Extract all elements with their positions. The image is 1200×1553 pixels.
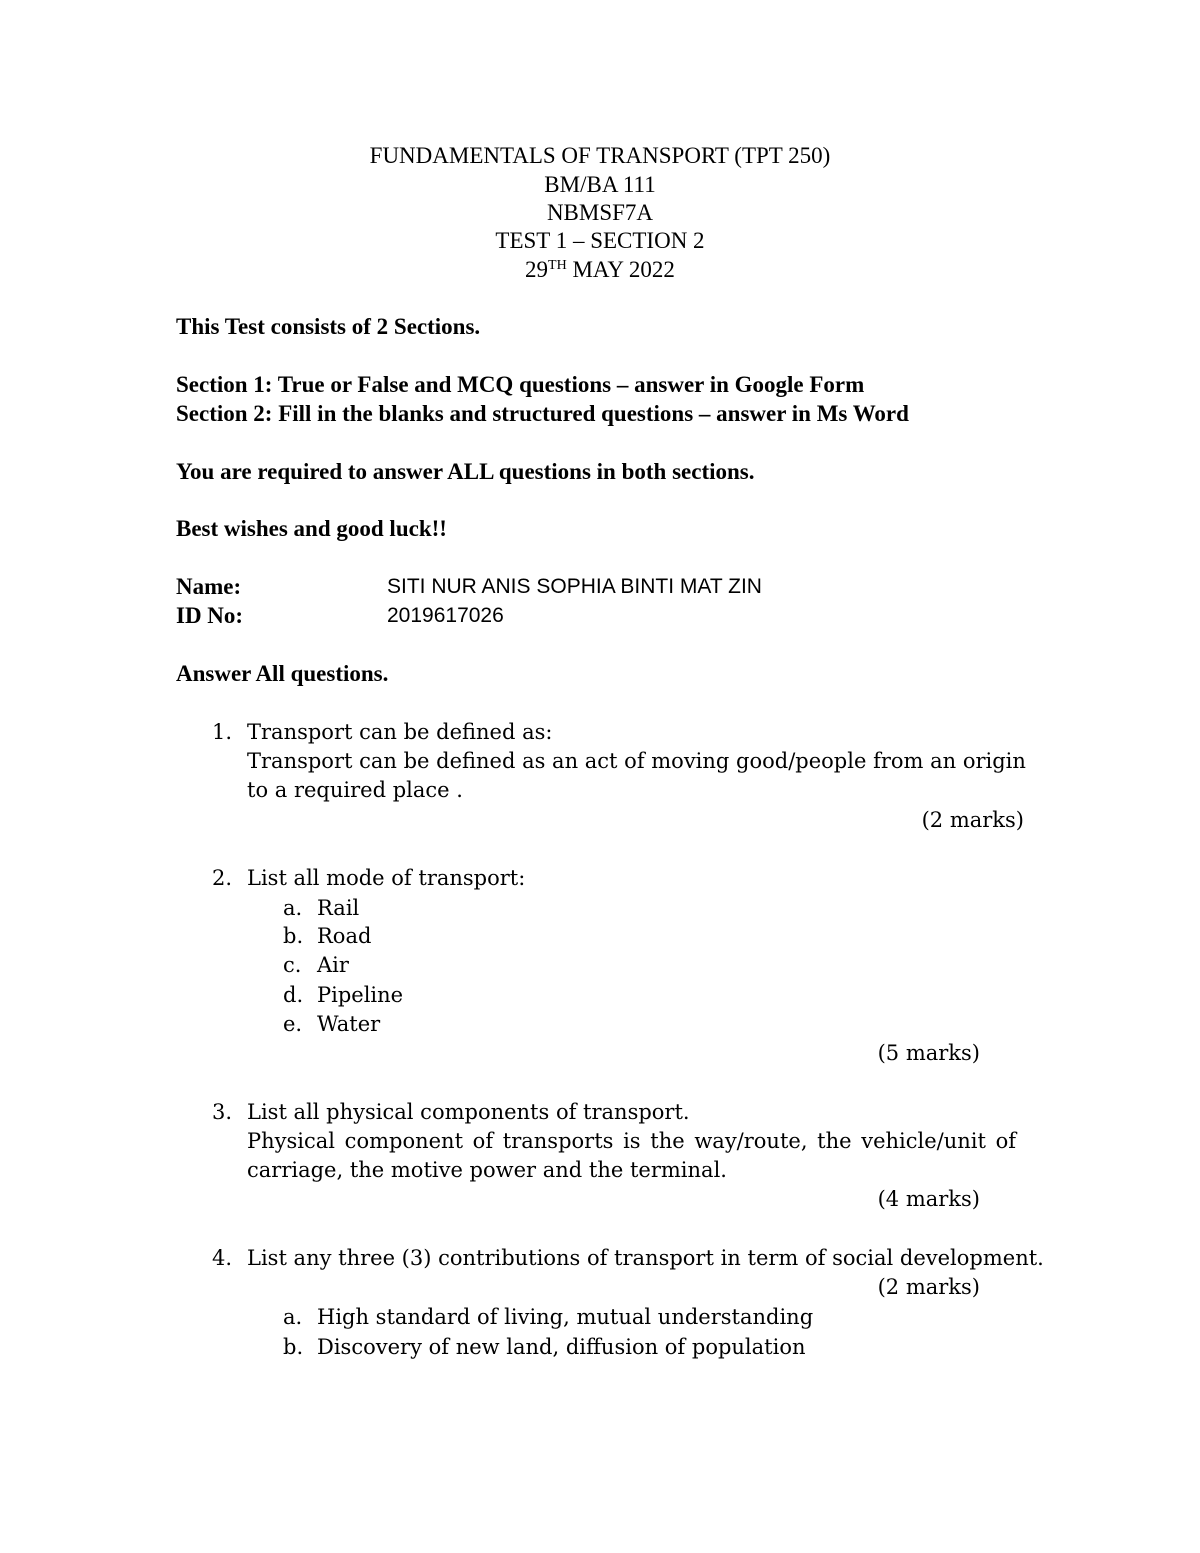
date-suffix: TH <box>548 258 567 273</box>
question-2-item-e-letter: e. <box>283 1012 303 1036</box>
question-3-text: List all physical components of transport. <box>247 1100 690 1124</box>
question-2-item-b: Road <box>317 924 372 948</box>
question-3-answer-line-1: Physical component of transports is the way/route, the vehicle/unit of <box>247 1129 1017 1153</box>
question-4-item-a-letter: a. <box>283 1305 303 1329</box>
question-4-marks: (2 marks) <box>877 1275 980 1299</box>
question-4-item-a: High standard of living, mutual understanding <box>317 1305 814 1329</box>
question-4-item-b: Discovery of new land, diffusion of population <box>317 1335 806 1359</box>
question-2-item-e: Water <box>317 1012 381 1036</box>
question-2-number: 2. <box>212 866 233 890</box>
question-2-item-a: Rail <box>317 896 360 920</box>
question-2-item-d-letter: d. <box>283 983 304 1007</box>
required-instruction: You are required to answer ALL questions in both sections. <box>176 459 755 484</box>
question-2-marks: (5 marks) <box>877 1041 980 1065</box>
section-1-instruction: Section 1: True or False and MCQ questions – answer in Google Form <box>176 372 865 397</box>
question-1-answer-line-1: Transport can be defined as an act of moving good/people from an origin <box>247 749 1026 773</box>
question-3-marks: (4 marks) <box>877 1187 980 1211</box>
question-2-item-b-letter: b. <box>283 924 304 948</box>
question-1-marks: (2 marks) <box>921 808 1024 832</box>
question-3-answer-line-2: carriage, the motive power and the terminal. <box>247 1158 727 1182</box>
question-1-text: Transport can be defined as: <box>247 720 553 744</box>
date-rest: MAY 2022 <box>566 257 675 282</box>
program-code: BM/BA 111 <box>544 172 656 197</box>
question-2-item-d: Pipeline <box>317 983 404 1007</box>
question-2-item-c-letter: c. <box>283 953 302 977</box>
id-value: 2019617026 <box>387 604 504 627</box>
answer-heading: Answer All questions. <box>176 661 389 686</box>
date-day: 29 <box>525 257 549 282</box>
question-1-answer-line-2: to a required place . <box>247 778 463 802</box>
name-label: Name: <box>176 574 242 599</box>
question-4-text: List any three (3) contributions of transport in term of social development. <box>247 1246 1044 1270</box>
question-4-item-b-letter: b. <box>283 1335 304 1359</box>
intro-text: This Test consists of 2 Sections. <box>176 314 481 339</box>
section-2-instruction: Section 2: Fill in the blanks and structured questions – answer in Ms Word <box>176 401 909 426</box>
group-code: NBMSF7A <box>546 200 654 225</box>
test-date <box>0 256 1200 284</box>
name-value: SITI NUR ANIS SOPHIA BINTI MAT ZIN <box>387 575 762 598</box>
question-2-item-c: Air <box>317 953 349 977</box>
question-2-text: List all mode of transport: <box>247 866 526 890</box>
question-3-number: 3. <box>212 1100 233 1124</box>
question-2-item-a-letter: a. <box>283 896 303 920</box>
course-title: FUNDAMENTALS OF TRANSPORT (TPT 250) <box>369 143 831 168</box>
id-label: ID No: <box>176 603 244 628</box>
test-title: TEST 1 – SECTION 2 <box>495 228 705 253</box>
question-4-number: 4. <box>212 1246 233 1270</box>
wishes-text: Best wishes and good luck!! <box>176 516 447 541</box>
question-1-number: 1. <box>212 720 233 744</box>
